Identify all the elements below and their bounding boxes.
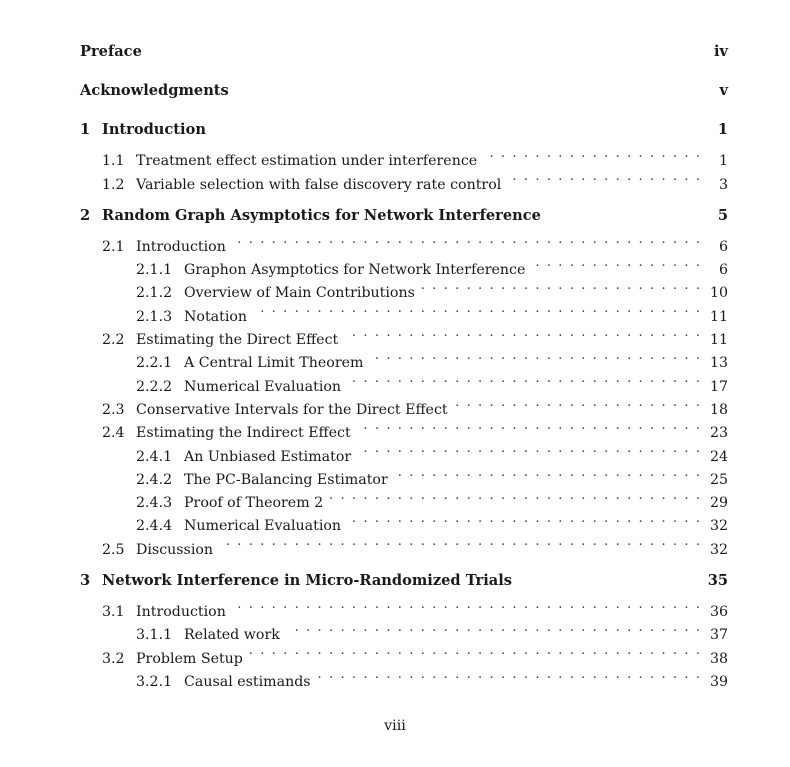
toc-entry-number: 2.1 (102, 238, 125, 255)
toc-entry-page: v (719, 82, 728, 99)
toc-entry-title: The PC-Balancing Estimator (184, 471, 388, 488)
dot-leader (344, 321, 700, 344)
toc-entry-number: 2.4.2 (136, 471, 173, 488)
toc-entry-page: 32 (709, 541, 728, 558)
toc-entry-title: Preface (80, 43, 142, 60)
toc-entry-title: Variable selection with false discovery rate control (136, 176, 502, 193)
toc-entry-title: Problem Setup (136, 650, 243, 667)
toc-entry-number: 1 (80, 121, 91, 138)
toc-entry-title: Overview of Main Contributions (184, 285, 415, 302)
toc-entry-page: 11 (709, 332, 728, 349)
toc-entry-page: 6 (718, 262, 728, 279)
toc-entry-number: 2.1.1 (136, 262, 173, 279)
toc-entry-page: 3 (718, 176, 728, 193)
toc-entry-number: 2.4.4 (136, 518, 173, 535)
toc-entry-page: 24 (709, 448, 728, 465)
toc-entry-title: Treatment effect estimation under interference (136, 153, 478, 170)
dot-leader (357, 437, 700, 460)
toc-entry-title: Estimating the Direct Effect (136, 332, 339, 349)
toc-entry-page: iv (713, 43, 728, 60)
toc-entry-page: 35 (707, 571, 728, 589)
dot-leader (286, 616, 700, 639)
dot-leader (394, 461, 700, 484)
toc-entry-title: Introduction (136, 604, 226, 621)
toc-entry-number: 2.3 (102, 401, 125, 418)
dot-leader (232, 228, 700, 251)
toc-entry-title: Proof of Theorem 2 (184, 495, 324, 512)
toc-entry-title: Introduction (102, 121, 206, 138)
toc-entry-page: 17 (709, 378, 728, 395)
toc-entry-page: 6 (718, 238, 728, 255)
toc-entry-title: Related work (184, 627, 280, 644)
toc-entry-title: Conservative Intervals for the Direct Effect (136, 401, 448, 418)
toc-entry-number: 1.1 (102, 153, 125, 170)
toc-entry-page: 25 (709, 471, 728, 488)
toc-chapter-2[interactable] (80, 204, 728, 228)
dot-leader (219, 530, 700, 553)
toc-entry-title: A Central Limit Theorem (184, 355, 364, 372)
toc-entry-title: Network Interference in Micro-Randomized Trials (102, 571, 512, 589)
toc-entry-page: 18 (709, 401, 728, 418)
toc-entry-page: 32 (709, 518, 728, 535)
toc-entry-page: 39 (709, 673, 728, 690)
toc-section-2-1[interactable] (80, 228, 728, 255)
toc-entry-number: 2.5 (102, 541, 125, 558)
toc-entry-number: 2.1.2 (136, 285, 173, 302)
toc-section-1-1[interactable] (80, 142, 728, 170)
toc-entry-title: Notation (184, 308, 248, 325)
toc-entry-number: 2.4 (102, 425, 125, 442)
toc-entry-page: 13 (709, 355, 728, 372)
dot-leader (347, 507, 700, 530)
toc-entry-title: Numerical Evaluation (184, 518, 342, 535)
dot-leader (347, 367, 700, 390)
toc-entry-page: 11 (709, 308, 728, 325)
page-number: viii (384, 718, 406, 734)
dot-leader (317, 663, 700, 686)
dot-leader (357, 414, 700, 437)
toc-entry-number: 3 (80, 571, 91, 589)
toc-entry-number: 2.2 (102, 332, 125, 349)
dot-leader (531, 251, 700, 274)
dot-leader (369, 344, 700, 367)
toc-entry-title: An Unbiased Estimator (184, 448, 352, 465)
dot-leader (232, 593, 700, 616)
toc-entry-number: 2.4.3 (136, 495, 173, 512)
toc-entry-page: 10 (709, 285, 728, 302)
toc-entry-title: Acknowledgments (80, 82, 229, 99)
toc-entry-title: Estimating the Indirect Effect (136, 425, 351, 442)
toc-entry-title: Introduction (136, 238, 226, 255)
toc-entry-number: 3.2.1 (136, 673, 173, 690)
toc-entry-number: 3.2 (102, 650, 125, 667)
toc-entry-page: 38 (709, 650, 728, 667)
toc-entry-page: 1 (717, 121, 728, 138)
toc-entry-number: 2 (80, 206, 91, 224)
toc-entry-page: 36 (709, 604, 728, 621)
dot-leader (249, 639, 700, 662)
toc-entry-title: Graphon Asymptotics for Network Interference (184, 262, 526, 279)
dot-leader (329, 484, 700, 507)
toc-entry-number: 2.1.3 (136, 308, 173, 325)
toc-entry-number: 1.2 (102, 176, 125, 193)
toc-entry-acknowledgments[interactable] (80, 79, 728, 103)
toc-entry-title: Discussion (136, 541, 214, 558)
toc-section-3-1[interactable] (80, 593, 728, 621)
toc-entry-number: 2.2.1 (136, 355, 173, 372)
table-of-contents (80, 40, 728, 690)
toc-chapter-1[interactable] (80, 118, 728, 142)
toc-entry-title: Numerical Evaluation (184, 378, 342, 395)
toc-entry-page: 1 (718, 153, 728, 170)
toc-entry-preface[interactable] (80, 40, 728, 64)
toc-chapter-3[interactable] (80, 569, 728, 593)
dot-leader (483, 142, 700, 165)
toc-entry-page: 5 (717, 206, 728, 224)
toc-entry-number: 3.1.1 (136, 627, 173, 644)
toc-entry-page: 37 (709, 627, 728, 644)
dot-leader (421, 274, 700, 297)
dot-leader (454, 391, 700, 414)
toc-entry-page: 29 (709, 495, 728, 512)
dot-leader (507, 165, 700, 188)
toc-entry-title: Random Graph Asymptotics for Network Interference (102, 206, 541, 224)
toc-entry-title: Causal estimands (184, 673, 311, 690)
toc-entry-page: 23 (709, 425, 728, 442)
toc-entry-number: 2.2.2 (136, 378, 173, 395)
toc-entry-number: 2.4.1 (136, 448, 173, 465)
dot-leader (253, 297, 700, 320)
toc-entry-number: 3.1 (102, 604, 125, 621)
